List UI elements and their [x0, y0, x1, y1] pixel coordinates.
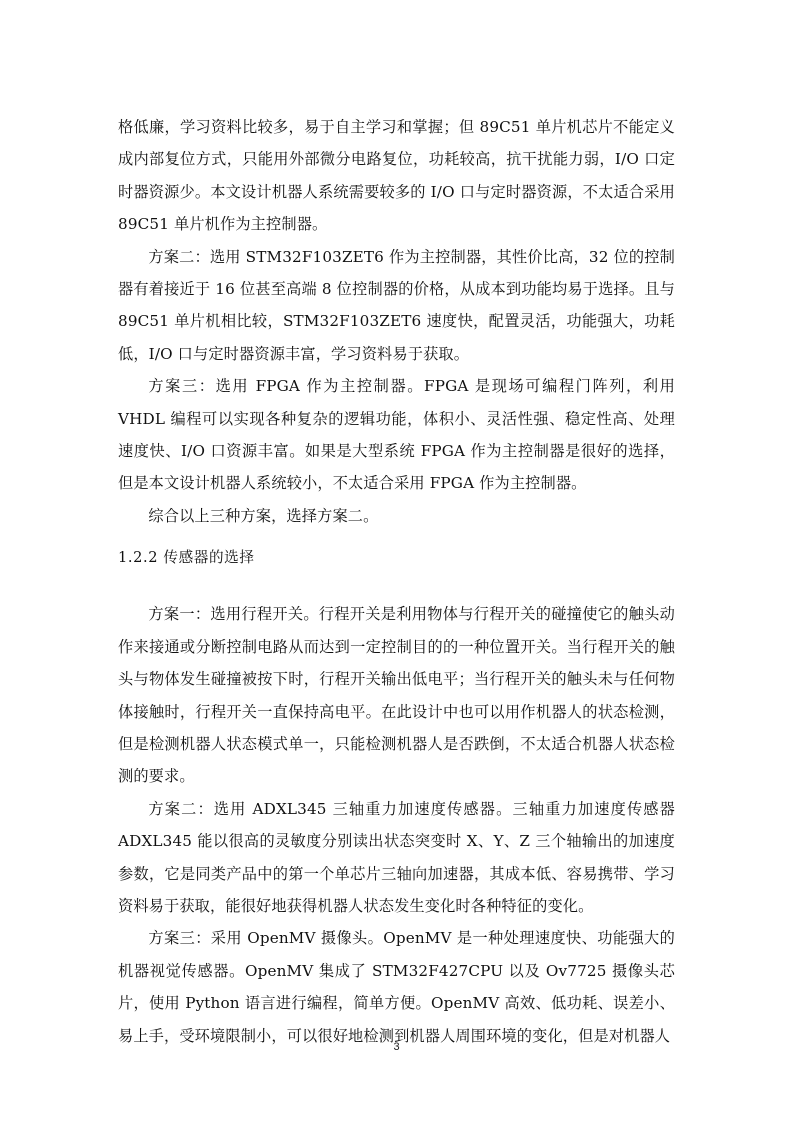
paragraph-option-three-fpga: 方案三：选用 FPGA 作为主控制器。FPGA 是现场可编程门阵列，利用 VHDL 编程可以实现各种复杂的逻辑功能，体积小、灵活性强、稳定性高、处理速度快、I/O 口资源丰富。如果是大型系统 FPGA 作为主控制器是很好的选择，但是本文设计机器人系统较小，不太适合采用 FPGA 作为主控制器。 — [118, 377, 675, 493]
paragraph-controller-conclusion: 综合以上三种方案，选择方案二。 — [148, 506, 379, 525]
document-body — [118, 111, 675, 1052]
page-number: 3 — [393, 1041, 400, 1053]
paragraph-89c51-drawbacks: 格低廉，学习资料比较多，易于自主学习和掌握；但 89C51 单片机芯片不能定义成内部复位方式，只能用外部微分电路复位，功耗较高，抗干扰能力弱，I/O 口定时器资源少。本文设计机器人系统需要较多的 I/O 口与定时器资源，不太适合采用 89C51 单片机作为主控制器。 — [118, 118, 675, 234]
section-heading-sensor-selection: 1.2.2 传感器的选择 — [118, 549, 255, 567]
paragraph-sensor-option-three: 方案三：采用 OpenMV 摄像头。OpenMV 是一种处理速度快、功能强大的机器视觉传感器。OpenMV 集成了 STM32F427CPU 以及 Ov7725 摄像头芯片，使用 Python 语言进行编程，简单方便。OpenMV 高效、低功耗、误差小、易上手，受环境限制小，可以很好地检测到机器人周围环境的变化，但是对机器人 — [118, 929, 675, 1045]
paragraph-sensor-option-two: 方案二：选用 ADXL345 三轴重力加速度传感器。三轴重力加速度传感器 ADXL345 能以很高的灵敏度分别读出状态突变时 X、Y、Z 三个轴输出的加速度参数，它是同类产品中的第一个单芯片三轴向加速器，其成本低、容易携带、学习资料易于获取，能很好地获得机器人状态发生变化时各种特征的变化。 — [118, 799, 675, 915]
paragraph-sensor-option-one: 方案一：选用行程开关。行程开关是利用物体与行程开关的碰撞使它的触头动作来接通或分断控制电路从而达到一定控制目的的一种位置开关。当行程开关的触头与物体发生碰撞被按下时，行程开关输出低电平；当行程开关的触头未与任何物体接触时，行程开关一直保持高电平。在此设计中也可以用作机器人的状态检测，但是检测机器人状态模式单一，只能检测机器人是否跌倒，不太适合机器人状态检测的要求。 — [118, 605, 675, 786]
paragraph-option-two-stm32: 方案二：选用 STM32F103ZET6 作为主控制器，其性价比高，32 位的控制器有着接近于 16 位甚至高端 8 位控制器的价格，从成本到功能均易于选择。且与 89C51 单片机相比较，STM32F103ZET6 速度快，配置灵活，功能强大，功耗低，I/O 口与定时器资源丰富，学习资料易于获取。 — [118, 247, 675, 363]
